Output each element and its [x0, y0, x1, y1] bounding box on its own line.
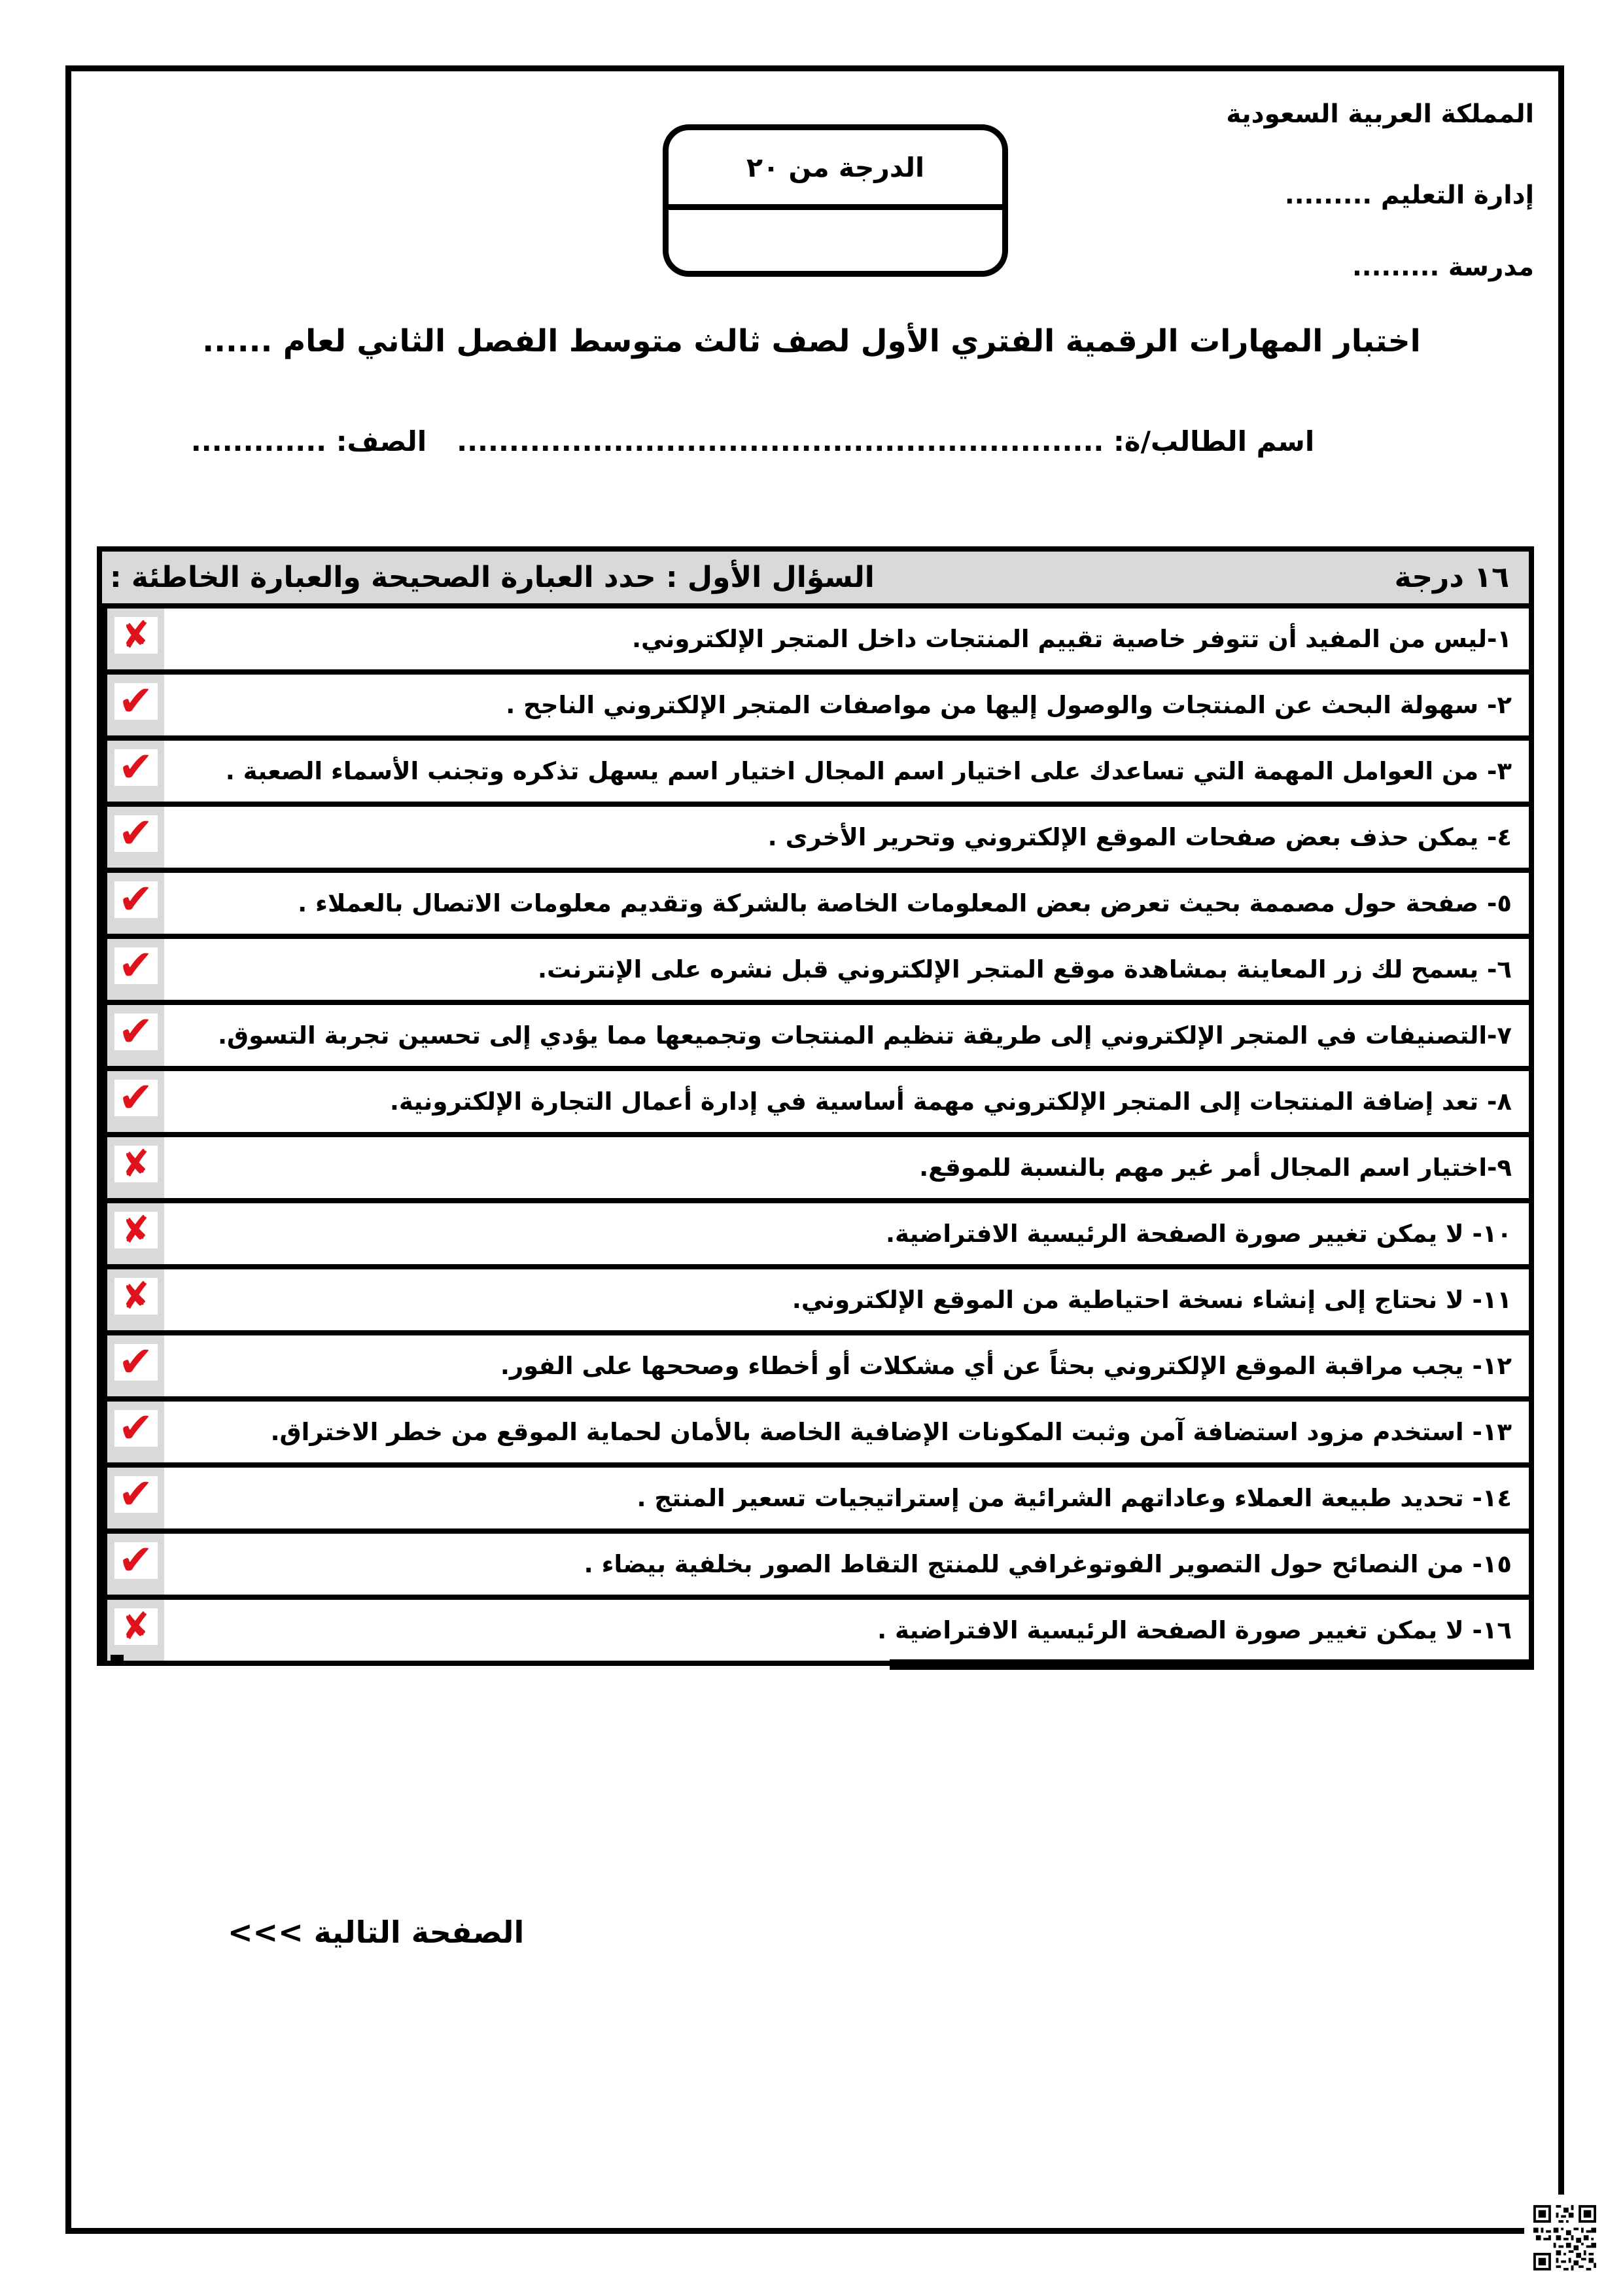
statement-text: ٥- صفحة حول مصممة بحيث تعرض بعض المعلومات الخاصة بالشركة وتقديم معلومات الاتصال بالعملاء . [298, 889, 1512, 917]
table-row [102, 1462, 1529, 1528]
class-label: الصف: [336, 425, 427, 457]
check-icon: ✔ [118, 1404, 154, 1453]
table-row [102, 669, 1529, 735]
statement-text: ١٥- من النصائح حول التصوير الفوتوغرافي للمنتج التقاط الصور بخلفية بيضاء . [584, 1550, 1512, 1578]
mark-box [114, 612, 158, 657]
statement-text: ٢- سهولة البحث عن المنتجات والوصول إليها من مواصفات المتجر الإلكتروني الناجح . [506, 691, 1512, 719]
mark-cell [102, 807, 164, 868]
table-row [102, 1396, 1529, 1462]
check-icon: ✔ [118, 1337, 154, 1386]
cross-icon: ✘ [118, 1207, 153, 1252]
mark-cell [102, 939, 164, 1000]
table-row [102, 1528, 1529, 1595]
statement-text: ٤- يمكن حذف بعض صفحات الموقع الإلكتروني وتحرير الأخرى . [767, 823, 1512, 851]
mark-cell [102, 1203, 164, 1264]
mark-cell [102, 1402, 164, 1462]
student-line [79, 425, 1427, 457]
mark-cell [102, 1071, 164, 1132]
student-name-label: اسم الطالب/ة: [1113, 425, 1315, 457]
question-rows [102, 609, 1529, 1661]
mark-box [114, 1007, 158, 1056]
statement-text: ١٠- لا يمكن تغيير صورة الصفحة الرئيسية الافتراضية. [885, 1220, 1512, 1248]
cross-icon: ✘ [118, 1273, 153, 1318]
table-row [102, 1595, 1529, 1661]
header-education-admin: إدارة التعليم ......... [1284, 181, 1534, 210]
table-row [102, 1066, 1529, 1132]
score-box [663, 124, 1008, 277]
next-page-label: الصفحة التالية >>> [228, 1915, 525, 1950]
check-icon: ✔ [118, 1536, 154, 1585]
statement-text: ١-ليس من المفيد أن تتوفر خاصية تقييم المنتجات داخل المتجر الإلكتروني. [631, 625, 1512, 653]
statement-text: ١٣- استخدم مزود استضافة آمن وثبت المكونات الإضافية الخاصة بالأمان لحماية الموقع من خطر الاختراق. [270, 1418, 1512, 1446]
statement-text: ٧-التصنيفات في المتجر الإلكتروني إلى طريقة تنظيم المنتجات وتجميعها مما يؤدي إلى تحسين تجربة التسوق. [217, 1021, 1512, 1050]
check-icon: ✔ [118, 941, 154, 990]
mark-cell [102, 1468, 164, 1528]
mark-box [114, 743, 158, 792]
question-table-header [102, 552, 1529, 609]
statement-text: ٦- يسمح لك زر المعاينة بمشاهدة موقع المتجر الإلكتروني قبل نشره على الإنترنت. [538, 955, 1512, 983]
mark-cell [102, 609, 164, 669]
table-row [102, 802, 1529, 868]
check-icon: ✔ [118, 809, 154, 858]
cross-icon: ✘ [118, 1141, 153, 1186]
check-icon: ✔ [118, 1073, 154, 1122]
mark-cell [102, 1005, 164, 1066]
question-table [97, 546, 1534, 1666]
mark-box [114, 1404, 158, 1453]
class-dots: ............. [190, 425, 327, 457]
mark-box [114, 1073, 158, 1122]
mark-cell [102, 741, 164, 802]
mark-box [114, 1141, 158, 1186]
header-school: مدرسة ......... [1352, 253, 1534, 282]
statement-text: ١٦- لا يمكن تغيير صورة الصفحة الرئيسية الافتراضية . [877, 1616, 1512, 1644]
table-row [102, 934, 1529, 1000]
table-row [102, 1198, 1529, 1264]
score-box-label: الدرجة من ٢٠ [669, 130, 1002, 210]
statement-text: ٨- تعد إضافة المنتجات إلى المتجر الإلكتروني مهمة أساسية في إدارة أعمال التجارة الإلكترونية. [389, 1087, 1512, 1116]
question-header-text: السؤال الأول : حدد العبارة الصحيحة والعبارة الخاطئة : [110, 561, 875, 594]
mark-cell [102, 1269, 164, 1330]
score-box-value-area [669, 210, 1002, 271]
mark-box [114, 1337, 158, 1386]
header-country: المملكة العربية السعودية [1226, 99, 1534, 129]
page-title: اختبار المهارات الرقمية الفتري الأول لصف ثالث متوسط الفصل الثاني لعام ...... [202, 323, 1421, 359]
mark-box [114, 1536, 158, 1585]
table-row [102, 868, 1529, 934]
mark-cell [102, 1137, 164, 1198]
mark-box [114, 875, 158, 924]
check-icon: ✔ [118, 875, 154, 924]
table-row [102, 1132, 1529, 1198]
check-icon: ✔ [118, 743, 154, 792]
mark-box [114, 1207, 158, 1252]
mark-box [114, 677, 158, 726]
mark-box [114, 1470, 158, 1519]
cross-icon: ✘ [118, 1604, 153, 1648]
mark-box [114, 1273, 158, 1318]
table-row [102, 1000, 1529, 1066]
cross-icon: ✘ [118, 612, 153, 657]
table-row [102, 1330, 1529, 1396]
mark-cell [102, 1335, 164, 1396]
table-row [102, 1264, 1529, 1330]
question-points-label: ١٦ درجة [1394, 561, 1509, 594]
mark-cell [102, 675, 164, 735]
statement-text: ٣- من العوامل المهمة التي تساعدك على اختيار اسم المجال اختيار اسم يسهل تذكره وتجنب الأسماء الصعبة . [225, 757, 1512, 785]
table-row [102, 735, 1529, 802]
mark-box [114, 809, 158, 858]
statement-text: ١١- لا نحتاج إلى إنشاء نسخة احتياطية من الموقع الإلكتروني. [792, 1286, 1512, 1314]
student-name-dots: .............................................................. [457, 425, 1104, 457]
check-icon: ✔ [118, 1470, 154, 1519]
table-row [102, 609, 1529, 669]
mark-cell [102, 1534, 164, 1595]
mark-box [114, 1604, 158, 1648]
mark-box [114, 941, 158, 990]
mark-cell [102, 1600, 164, 1661]
check-icon: ✔ [118, 677, 154, 726]
statement-text: ١٢- يجب مراقبة الموقع الإلكتروني بحثاً عن أي مشكلات أو أخطاء وصححها على الفور. [500, 1352, 1512, 1380]
mark-cell [102, 873, 164, 934]
check-icon: ✔ [118, 1007, 154, 1056]
qr-code-icon [1524, 2195, 1603, 2280]
statement-text: ٩-اختيار اسم المجال أمر غير مهم بالنسبة للموقع. [919, 1154, 1512, 1182]
statement-text: ١٤- تحديد طبيعة العملاء وعاداتهم الشرائية من إستراتيجيات تسعير المنتج . [637, 1484, 1512, 1512]
